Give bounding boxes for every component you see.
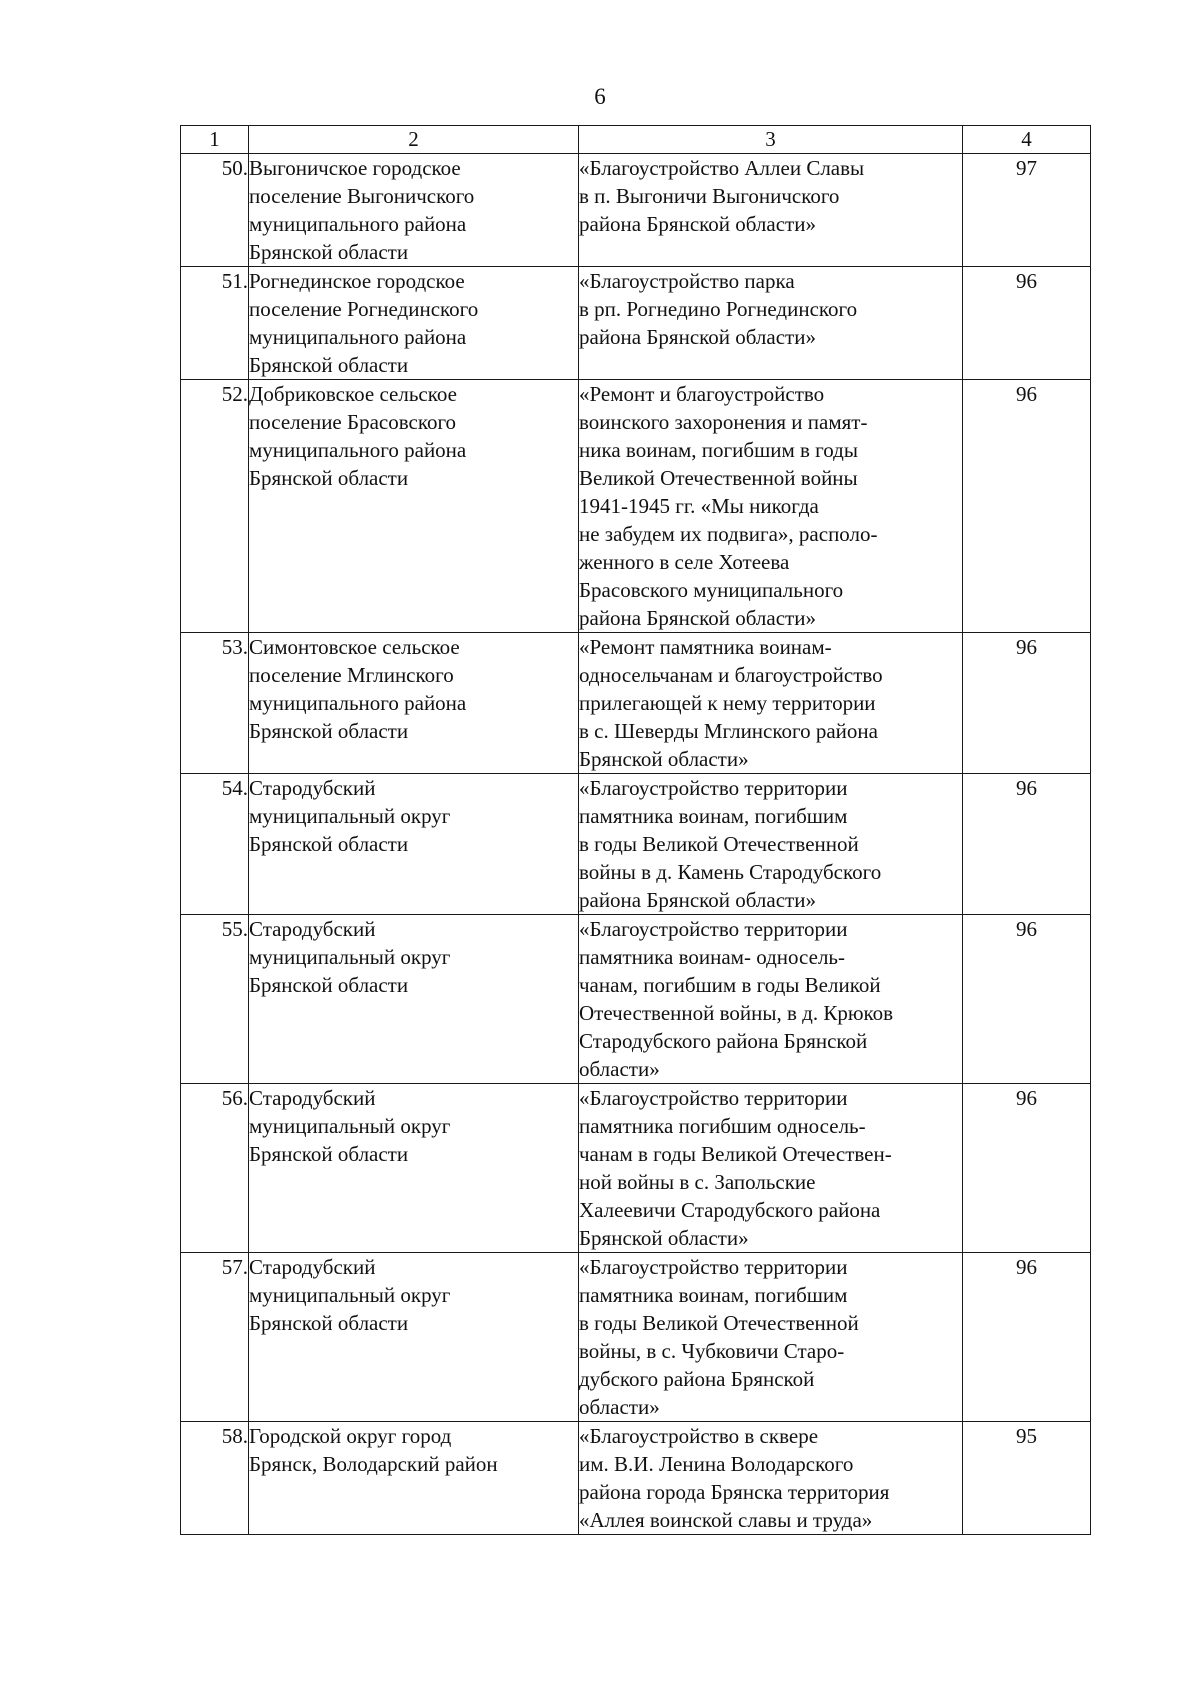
project-line: в рп. Рогнедино Рогнединского: [579, 297, 858, 321]
municipality-line: Добриковское сельское: [249, 382, 457, 406]
table-row: [181, 154, 1091, 267]
project-line: войны, в с. Чубковичи Старо-: [579, 1339, 845, 1363]
score-cell: 96: [963, 1253, 1091, 1422]
project-line: чанам в годы Великой Отечествен-: [579, 1142, 892, 1166]
project-line: Отечественной войны, в д. Крюков: [579, 1001, 894, 1025]
municipality-line: Симонтовское сельское: [249, 635, 460, 659]
project-line: Брянской области»: [579, 1226, 749, 1250]
row-number: 50.: [181, 154, 249, 267]
municipality-line: Стародубский: [249, 917, 376, 941]
project-line: войны в д. Камень Стародубского: [579, 860, 882, 884]
project-line: района Брянской области»: [579, 606, 816, 630]
score-cell: 96: [963, 1084, 1091, 1253]
municipality-line: Стародубский: [249, 1086, 376, 1110]
project-line: не забудем их подвига», располо-: [579, 522, 878, 546]
project-line: «Благоустройство территории: [579, 1255, 848, 1279]
municipality-line: муниципального района: [249, 212, 467, 236]
score-cell: 95: [963, 1422, 1091, 1535]
project-cell: [579, 1422, 963, 1535]
project-line: дубского района Брянской: [579, 1367, 815, 1391]
row-number: 55.: [181, 915, 249, 1084]
project-cell: [579, 267, 963, 380]
project-line: района Брянской области»: [579, 888, 816, 912]
table-row: [181, 633, 1091, 774]
project-cell: [579, 1253, 963, 1422]
municipality-line: Рогнединское городское: [249, 269, 465, 293]
score-cell: 97: [963, 154, 1091, 267]
municipality-cell: [249, 1422, 579, 1535]
table-row: [181, 1084, 1091, 1253]
municipality-line: муниципальный округ: [249, 804, 451, 828]
project-line: памятника воинам- односель-: [579, 945, 846, 969]
table-body: [181, 154, 1091, 1535]
municipality-line: Стародубский: [249, 1255, 376, 1279]
project-cell: [579, 915, 963, 1084]
municipality-line: Брянской области: [249, 466, 409, 490]
project-line: «Ремонт памятника воинам-: [579, 635, 832, 659]
project-line: Халеевичи Стародубского района: [579, 1198, 881, 1222]
column-header-2: 2: [249, 126, 579, 154]
table-row: [181, 774, 1091, 915]
municipality-line: поселение Мглинского: [249, 663, 454, 687]
municipality-line: Брянск, Володарский район: [249, 1452, 498, 1476]
project-line: района города Брянска территория: [579, 1480, 890, 1504]
municipality-cell: [249, 633, 579, 774]
project-line: 1941-1945 гг. «Мы никогда: [579, 494, 819, 518]
project-line: им. В.И. Ленина Володарского: [579, 1452, 854, 1476]
municipality-line: Брянской области: [249, 973, 409, 997]
project-line: ника воинам, погибшим в годы: [579, 438, 858, 462]
municipality-cell: [249, 380, 579, 633]
project-cell: [579, 774, 963, 915]
project-cell: [579, 1084, 963, 1253]
project-line: «Ремонт и благоустройство: [579, 382, 825, 406]
project-line: в годы Великой Отечественной: [579, 832, 859, 856]
project-line: «Благоустройство Аллеи Славы: [579, 156, 865, 180]
project-line: чанам, погибшим в годы Великой: [579, 973, 881, 997]
header-row: [181, 126, 1091, 154]
project-line: памятника воинам, погибшим: [579, 804, 848, 828]
municipality-cell: [249, 267, 579, 380]
score-cell: 96: [963, 915, 1091, 1084]
municipality-cell: [249, 1084, 579, 1253]
column-header-3: 3: [579, 126, 963, 154]
project-line: области»: [579, 1395, 660, 1419]
row-number: 53.: [181, 633, 249, 774]
municipality-cell: [249, 774, 579, 915]
project-line: Великой Отечественной войны: [579, 466, 858, 490]
row-number: 51.: [181, 267, 249, 380]
municipality-line: муниципальный округ: [249, 1283, 451, 1307]
table-row: [181, 380, 1091, 633]
municipality-line: муниципальный округ: [249, 1114, 451, 1138]
project-line: в п. Выгоничи Выгоничского: [579, 184, 840, 208]
project-line: прилегающей к нему территории: [579, 691, 876, 715]
project-line: ной войны в с. Запольские: [579, 1170, 816, 1194]
municipality-line: Брянской области: [249, 1142, 409, 1166]
row-number: 56.: [181, 1084, 249, 1253]
project-line: Брасовского муниципального: [579, 578, 844, 602]
municipality-cell: [249, 154, 579, 267]
project-line: района Брянской области»: [579, 325, 816, 349]
project-line: в годы Великой Отечественной: [579, 1311, 859, 1335]
project-line: «Благоустройство парка: [579, 269, 795, 293]
municipality-line: муниципального района: [249, 438, 467, 462]
municipality-line: Городской округ город: [249, 1424, 452, 1448]
municipality-line: муниципального района: [249, 325, 467, 349]
project-line: Брянской области»: [579, 747, 749, 771]
municipality-line: муниципальный округ: [249, 945, 451, 969]
project-line: женного в селе Хотеева: [579, 550, 790, 574]
table-row: [181, 1253, 1091, 1422]
project-line: «Благоустройство территории: [579, 917, 848, 941]
project-line: «Благоустройство территории: [579, 1086, 848, 1110]
score-cell: 96: [963, 633, 1091, 774]
table-row: [181, 267, 1091, 380]
column-header-4: 4: [963, 126, 1091, 154]
table-row: [181, 1422, 1091, 1535]
municipality-line: Брянской области: [249, 353, 409, 377]
municipality-line: Брянской области: [249, 719, 409, 743]
column-header-1: 1: [181, 126, 249, 154]
municipality-line: Брянской области: [249, 832, 409, 856]
municipality-line: поселение Выгоничского: [249, 184, 475, 208]
project-line: «Аллея воинской славы и труда»: [579, 1508, 873, 1532]
municipality-cell: [249, 915, 579, 1084]
municipality-line: поселение Брасовского: [249, 410, 457, 434]
row-number: 54.: [181, 774, 249, 915]
municipality-line: Брянской области: [249, 240, 409, 264]
project-line: Стародубского района Брянской: [579, 1029, 868, 1053]
table-header: [181, 126, 1091, 154]
score-cell: 96: [963, 774, 1091, 915]
project-line: в с. Шеверды Мглинского района: [579, 719, 878, 743]
project-line: воинского захоронения и памят-: [579, 410, 868, 434]
municipality-line: Выгоничское городское: [249, 156, 461, 180]
row-number: 57.: [181, 1253, 249, 1422]
project-cell: [579, 154, 963, 267]
project-line: односельчанам и благоустройство: [579, 663, 883, 687]
project-cell: [579, 380, 963, 633]
municipality-line: поселение Рогнединского: [249, 297, 479, 321]
project-line: области»: [579, 1057, 660, 1081]
municipality-line: Брянской области: [249, 1311, 409, 1335]
projects-table: [180, 125, 1091, 1535]
project-line: «Благоустройство в сквере: [579, 1424, 819, 1448]
row-number: 52.: [181, 380, 249, 633]
project-line: памятника воинам, погибшим: [579, 1283, 848, 1307]
project-line: района Брянской области»: [579, 212, 816, 236]
score-cell: 96: [963, 267, 1091, 380]
row-number: 58.: [181, 1422, 249, 1535]
municipality-line: муниципального района: [249, 691, 467, 715]
score-cell: 96: [963, 380, 1091, 633]
municipality-cell: [249, 1253, 579, 1422]
project-cell: [579, 633, 963, 774]
project-line: «Благоустройство территории: [579, 776, 848, 800]
page-number: 6: [594, 84, 606, 109]
table-row: [181, 915, 1091, 1084]
municipality-line: Стародубский: [249, 776, 376, 800]
project-line: памятника погибшим односель-: [579, 1114, 866, 1138]
